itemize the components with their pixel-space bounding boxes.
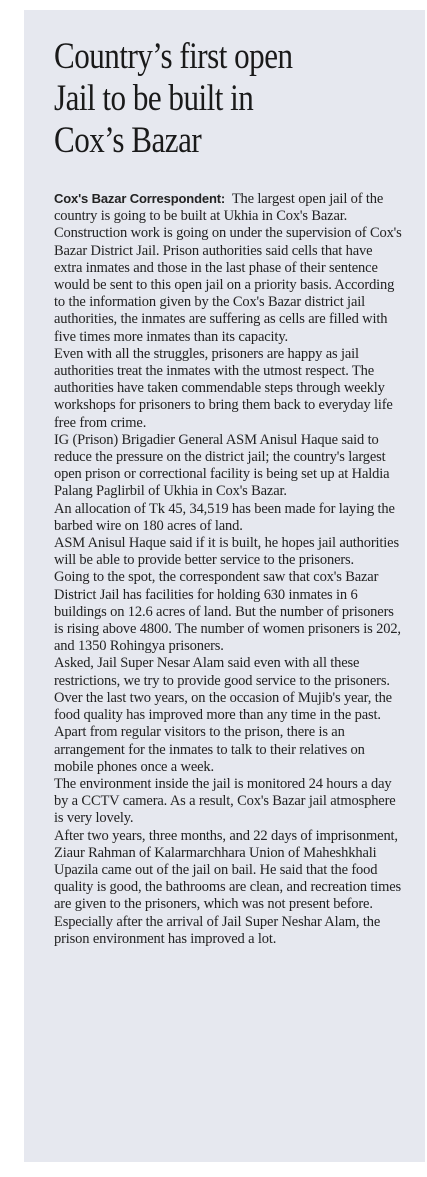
headline-line: Cox’s Bazar bbox=[54, 120, 202, 161]
paragraph: An allocation of Tk 45, 34,519 has been made for laying the barbed wire on 180 acres of land. bbox=[54, 500, 395, 534]
headline bbox=[54, 36, 407, 186]
paragraph: Even with all the struggles, prisoners are happy as jail authorities treat the inmates with the utmost respect. The authorities have taken commendable steps through weekly workshops for prisoners to bring them back to everyday life free from crime. bbox=[54, 345, 393, 431]
paragraph: Going to the spot, the correspondent saw that cox's Bazar District Jail has facilities for holding 630 inmates in 6 buildings on 12.6 acres of land. But the number of prisoners is rising above 4800. The number of women prisoners is 202, and 1350 Rohingya prisoners. bbox=[54, 569, 401, 655]
headline-line: Country’s first open bbox=[54, 36, 293, 77]
paragraph: ASM Anisul Haque said if it is built, he hopes jail authorities will be able to provide better service to the prisoners. bbox=[54, 535, 399, 569]
paragraph bbox=[54, 190, 403, 346]
paragraph: Over the last two years, on the occasion of Mujib's year, the food quality has improved more than any time in the past. bbox=[54, 689, 392, 724]
paragraph: IG (Prison) Brigadier General ASM Anisul Haque said to reduce the pressure on the district jail; the country's largest open prison or correctional facility is being set up at Haldia Palang Paglirbil of Ukhia in Cox's Bazar. bbox=[54, 431, 390, 500]
paragraph: Asked, Jail Super Nesar Alam said even with all these restrictions, we try to provide good service to the prisoners. bbox=[54, 655, 390, 689]
paragraph: After two years, three months, and 22 days of imprisonment, Ziaur Rahman of Kalarmarchhara Union of Maheshkhali Upazila came out of the jail on bail. He said that the food quality is good, the bathrooms are clean, and recreation times are given to the prisoners, which was not present before. Especially after the arrival of Jail Super Neshar Alam, the prison environment has improved a lot. bbox=[54, 827, 402, 947]
newspaper-clipping bbox=[24, 10, 425, 1162]
paragraph: Apart from regular visitors to the prison, there is an arrangement for the inmates to talk to their relatives on mobile phones once a week. bbox=[54, 724, 365, 775]
article-body bbox=[54, 190, 403, 948]
headline-line: Jail to be built in bbox=[54, 78, 254, 119]
paragraph-text: The largest open jail of the country is going to be built at Ukhia in Cox's Bazar. Construction work is going on under the supervision of Cox's Bazar District Jail. Prison authorities said cells that have extra inmates and those in the last phase of their sentence would be sent to this open jail on a priority basis. According to the information given by the Cox's Bazar district jail authorities, the inmates are suffering as cells are filled with five times more inmates than its capacity. bbox=[54, 191, 402, 345]
byline: Cox's Bazar Correspondent: bbox=[54, 191, 226, 206]
paragraph: The environment inside the jail is monitored 24 hours a day by a CCTV camera. As a result, Cox's Bazar jail atmosphere is very lovely. bbox=[54, 775, 396, 827]
